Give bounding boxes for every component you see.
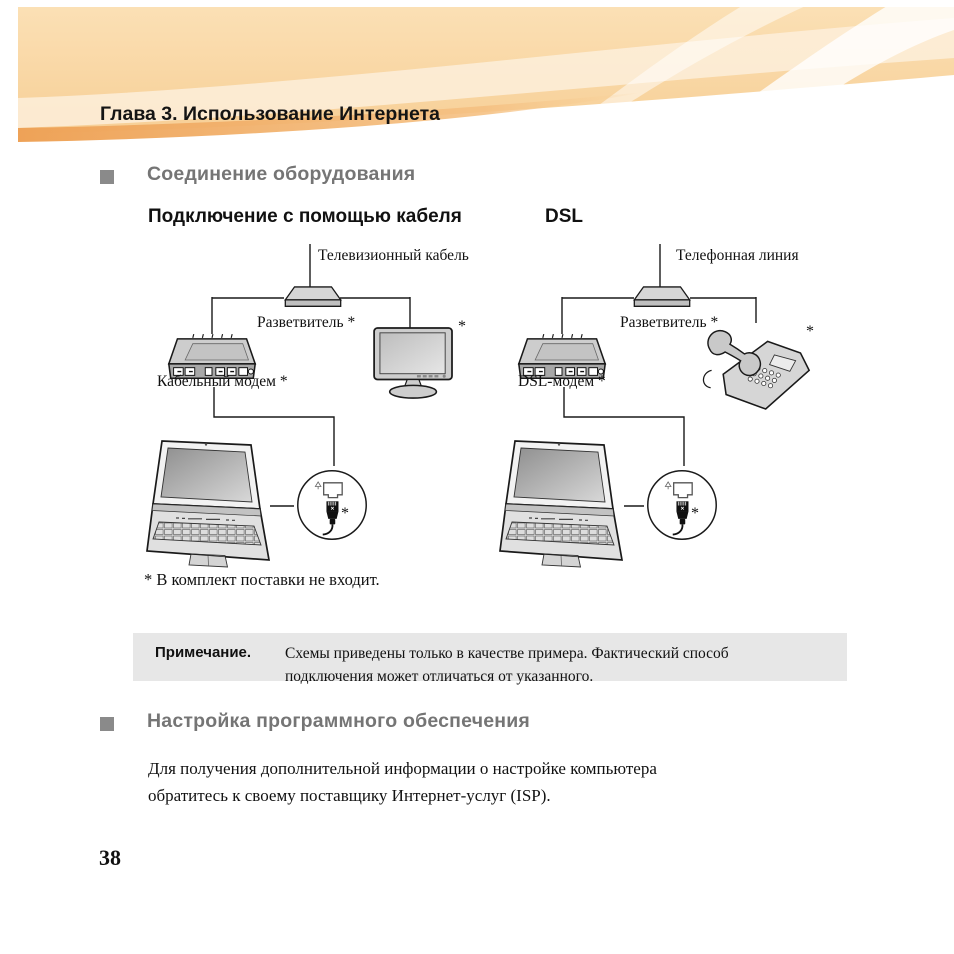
chapter-title: Глава 3. Использование Интернета xyxy=(100,103,441,125)
asterisk-cable-connector: * xyxy=(341,505,349,522)
software-body-text xyxy=(148,755,657,809)
asterisk-monitor: * xyxy=(458,318,466,335)
note-label: Примечание. xyxy=(155,644,252,661)
diagram-footnote: * В комплект поставки не входит. xyxy=(144,570,380,589)
cable-modem-icon xyxy=(169,334,255,378)
label-phone-line: Телефонная линия xyxy=(676,247,799,264)
page-number: 38 xyxy=(99,845,121,870)
label-dsl-modem: DSL-модем * xyxy=(518,373,606,390)
splitter-icon xyxy=(634,287,689,306)
telephone-icon xyxy=(703,331,809,409)
note-text-line: подключения может отличаться от указанного. xyxy=(285,668,594,685)
dsl-modem-icon xyxy=(519,334,605,378)
ethernet-port-detail-icon xyxy=(298,471,366,539)
section-title-hardware: Соединение оборудования xyxy=(147,163,416,185)
splitter-icon xyxy=(285,287,340,306)
body-text-line: обратитесь к своему поставщику Интернет-услуг (ISP). xyxy=(148,786,551,805)
monitor-icon xyxy=(374,328,452,398)
note-box xyxy=(133,633,847,685)
ethernet-port-detail-icon xyxy=(648,471,716,539)
label-splitter-cable: Разветвитель * xyxy=(257,314,356,331)
asterisk-telephone: * xyxy=(806,323,814,340)
label-tv-cable: Телевизионный кабель xyxy=(318,247,469,264)
section-bullet-square xyxy=(100,717,114,731)
label-splitter-dsl: Разветвитель * xyxy=(620,314,719,331)
asterisk-dsl-connector: * xyxy=(691,505,699,522)
note-text-line: Схемы приведены только в качестве примера. Фактический способ xyxy=(285,645,729,662)
note-text xyxy=(285,642,729,688)
laptop-icon xyxy=(500,441,622,567)
section-title-software: Настройка программного обеспечения xyxy=(147,710,531,732)
body-text-line: Для получения дополнительной информации о настройке компьютера xyxy=(148,759,657,778)
laptop-icon xyxy=(147,441,269,567)
column-heading-dsl: DSL xyxy=(545,206,583,227)
label-cable-modem: Кабельный модем * xyxy=(157,373,288,390)
column-heading-cable: Подключение с помощью кабеля xyxy=(148,206,462,227)
